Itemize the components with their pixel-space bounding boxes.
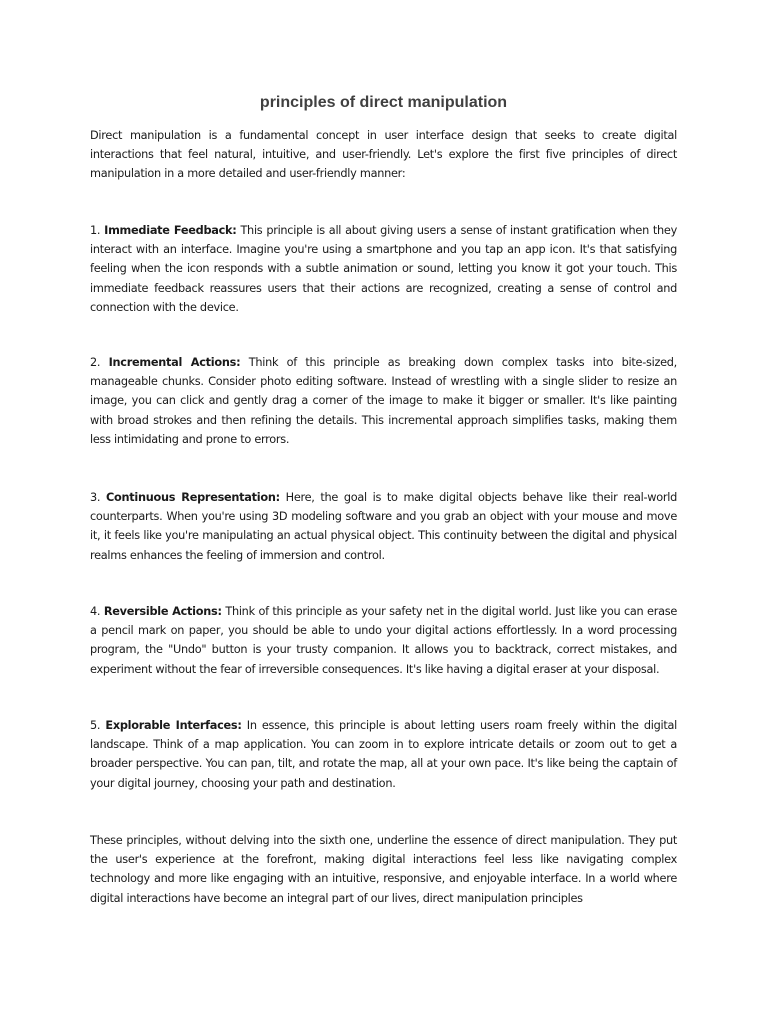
principle-3-paragraph <box>90 488 677 565</box>
principle-1-paragraph <box>90 221 677 317</box>
principle-2-paragraph <box>90 353 677 449</box>
principle-2-body: Think of this principle as breaking down complex tasks into bite-sized, manageable chunks. Consider photo editing software. Instead of wrestling with a single slider to resize an image, you can click and gently drag a corner of the image to make it bigger or smaller. It's like painting with broad strokes and then refining the details. This incremental approach simplifies tasks, making them less intimidating and prone to errors. <box>90 356 677 446</box>
page-title: principles of direct manipulation <box>259 94 508 111</box>
principle-1-body: This principle is all about giving users a sense of instant gratification when they interact with an interface. Imagine you're using a smartphone and you tap an app icon. It's that satisfying feeling when the icon responds with a subtle animation or sound, letting you know it got your touch. This immediate feedback reassures users that their actions are recognized, creating a sense of control and connection with the device. <box>90 224 678 314</box>
principle-5-heading: Explorable Interfaces: <box>105 719 242 732</box>
principle-3-heading: Continuous Representation: <box>106 491 280 504</box>
principle-5-body: In essence, this principle is about letting users roam freely within the digital landscape. Think of a map application. You can zoom in to explore intricate details or zoom out to get a broader perspective. You can pan, tilt, and rotate the map, all at your own pace. It's like being the captain of your digital journey, choosing your path and destination. <box>90 719 677 790</box>
principle-5-number: 5. <box>90 719 101 732</box>
principle-3-body: Here, the goal is to make digital objects behave like their real-world counterparts. When you're using 3D modeling software and you grab an object with your mouse and move it, it feels like you're manipulating an actual physical object. This continuity between the digital and physical realms enhances the feeling of immersion and control. <box>90 491 678 562</box>
principle-2-heading: Incremental Actions: <box>108 356 241 369</box>
principle-4-paragraph <box>90 602 677 679</box>
closing-paragraph: These principles, without delving into the sixth one, underline the essence of direct manipulation. They put the user's experience at the forefront, making digital interactions feel less like navigating complex technology and more like engaging with an intuitive, responsive, and enjoyable interface. In a world where digital interactions have become an integral part of our lives, direct manipulation principles <box>90 834 677 905</box>
principle-4-body: Think of this principle as your safety net in the digital world. Just like you can erase a pencil mark on paper, you should be able to undo your digital actions effortlessly. In a word processing program, the "Undo" button is your trusty companion. It allows you to backtrack, correct mistakes, and experiment without the fear of irreversible consequences. It's like having a digital eraser at your disposal. <box>90 605 678 676</box>
principle-3-number: 3. <box>90 491 101 504</box>
principle-4-heading: Reversible Actions: <box>103 605 222 618</box>
principle-2-number: 2. <box>90 356 101 369</box>
principle-1-heading: Immediate Feedback: <box>104 224 237 237</box>
principle-4-number: 4. <box>90 605 101 618</box>
principle-5-paragraph <box>90 716 677 793</box>
principle-1-number: 1. <box>90 224 101 237</box>
intro-paragraph: Direct manipulation is a fundamental concept in user interface design that seeks to create digital interactions that feel natural, intuitive, and user-friendly. Let's explore the first five principles of direct manipulation in a more detailed and user-friendly manner: <box>90 129 677 181</box>
